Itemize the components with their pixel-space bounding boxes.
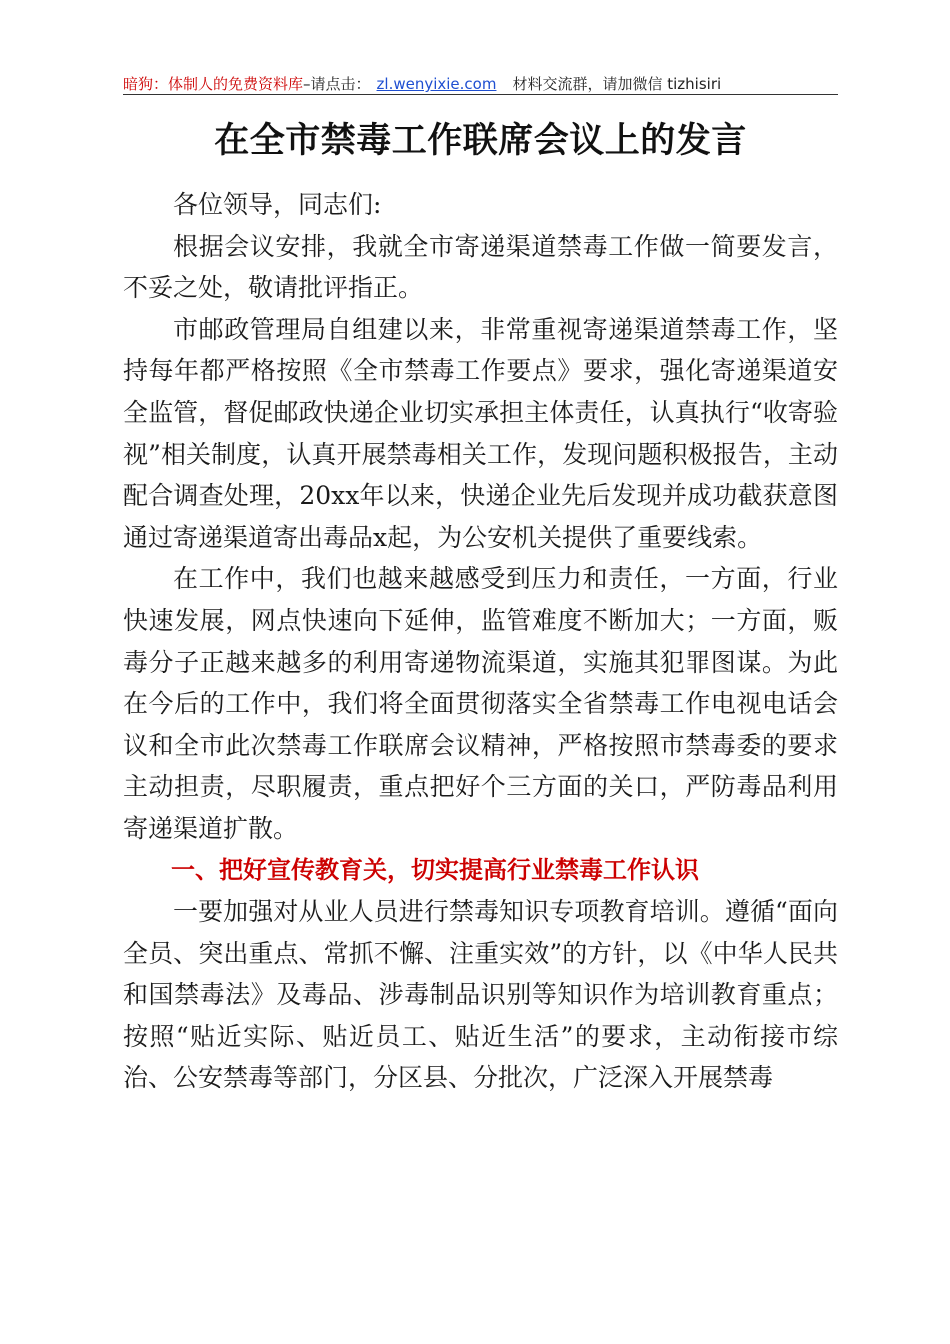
header-divider — [123, 94, 838, 95]
header-contact-text: 材料交流群，请加微信 tizhisiri — [512, 75, 722, 93]
page-header — [123, 70, 838, 94]
paragraph-challenges: 在工作中，我们也越来越感受到压力和责任，一方面，行业快速发展，网点快速向下延伸，监管难度不断加大；一方面，贩毒分子正越来越多的利用寄递物流渠道，实施其犯罪图谋。为此在今后的工作中，我们将全面贯彻落实全省禁毒工作电视电话会议和全市此次禁毒工作联席会议精神，严格按照市禁毒委的要求主动担责，尽职履责，重点把好个三方面的关口，严防毒品利用寄递渠道扩散。 — [123, 564, 838, 843]
header-site-name: 暗狗：体制人的免费资料库 — [123, 75, 304, 93]
header-website-link[interactable]: zl.wenyixie.com — [376, 75, 497, 93]
document-title: 在全市禁毒工作联席会议上的发言 — [214, 121, 747, 161]
header-click-prompt: –请点击： — [303, 75, 371, 93]
paragraph-intro: 根据会议安排，我就全市寄递渠道禁毒工作做一简要发言，不妥之处，敬请批评指正。 — [123, 231, 838, 303]
section-heading: 一、把好宣传教育关，切实提高行业禁毒工作认识 — [171, 855, 699, 884]
document-body — [123, 184, 838, 1099]
paragraph-background: 市邮政管理局自组建以来，非常重视寄递渠道禁毒工作，坚持每年都严格按照《全市禁毒工作要点》要求，强化寄递渠道安全监管，督促邮政快递企业切实承担主体责任，认真执行“收寄验视”相关制度，认真开展禁毒相关工作，发现问题积极报告，主动配合调查处理，20xx年以来，快递企业先后发现并成功截获意图通过寄递渠道寄出毒品x起，为公安机关提供了重要线索。 — [123, 314, 838, 552]
section-paragraph: 一要加强对从业人员进行禁毒知识专项教育培训。遵循“面向全员、突出重点、常抓不懈、注重实效”的方针，以《中华人民共和国禁毒法》及毒品、涉毒制品识别等知识作为培训教育重点；按照“贴近实际、贴近员工、贴近生活”的要求，主动衔接市综治、公安禁毒等部门，分区县、分批次，广泛深入开展禁毒 — [123, 897, 838, 1093]
greeting-line: 各位领导，同志们: — [173, 190, 382, 219]
